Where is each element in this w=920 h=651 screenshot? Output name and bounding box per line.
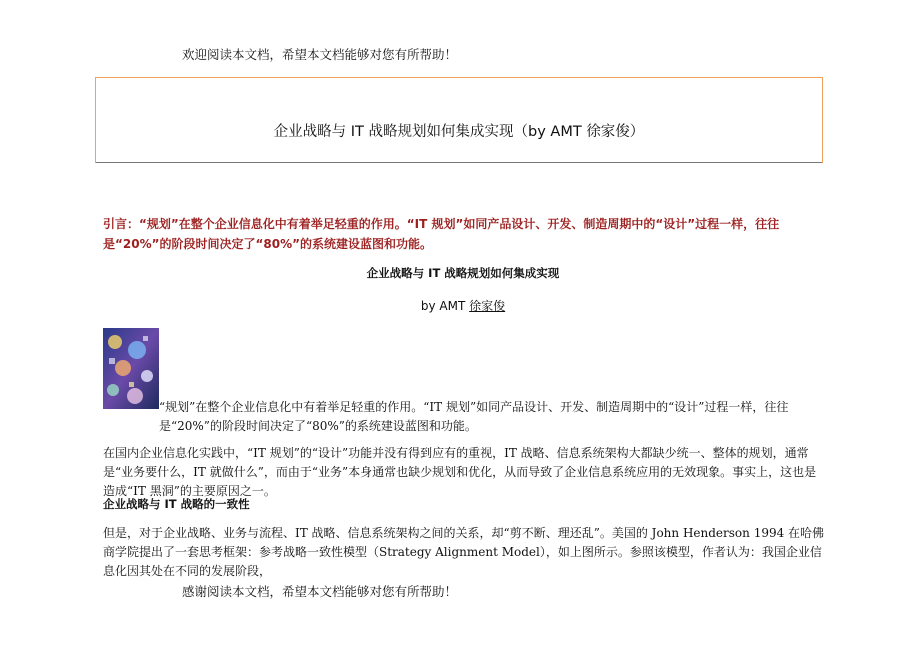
article-subtitle: 企业战略与 IT 战略规划如何集成实现 xyxy=(366,266,560,280)
footer-note: 感谢阅读本文档，希望本文档能够对您有所帮助！ xyxy=(182,584,458,599)
paragraph-1 xyxy=(103,398,828,436)
header-note: 欢迎阅读本文档，希望本文档能够对您有所帮助！ xyxy=(182,47,458,62)
paragraph-2: 在国内企业信息化实践中，“IT 规划”的“设计”功能并没有得到应有的重视，IT 战略、信息系统架构大都缺少统一、整体的规划，通常是“业务要什么，IT 就做什么”，而由于“业务”本身通常也缺少规划和优化，从而导致了企业信息系统应用的无效现象。事实上，这也是造成“IT 黑洞”的主要原因之一。 xyxy=(103,446,817,498)
paragraph-3: 但是，对于企业战略、业务与流程、IT 战略、信息系统架构之间的关系，却“剪不断、理还乱”。美国的 John Henderson 1994 在哈佛商学院提出了一套思考框架：参考战略一致性模型（Strategy Alignment Model），如上图所示。参照该模型，作者认为：我国企业信息化因其处在不同的发展阶段， xyxy=(103,526,825,578)
intro-text: 引言：“规划”在整个企业信息化中有着举足轻重的作用。“IT 规划”如同产品设计、开发、制造周期中的“设计”过程一样，往往是“20%”的阶段时间决定了“80%”的系统建设蓝图和功能。 xyxy=(103,217,780,251)
author-link[interactable]: 徐家俊 xyxy=(469,299,506,313)
byline xyxy=(103,297,823,314)
page-title: 企业战略与 IT 战略规划如何集成实现（by AMT 徐家俊） xyxy=(273,124,645,140)
divider xyxy=(96,162,822,163)
section-heading: 企业战略与 IT 战略的一致性 xyxy=(103,497,250,511)
byline-prefix: by AMT xyxy=(420,299,466,313)
title-box xyxy=(95,77,823,163)
city-lights-photo-icon xyxy=(103,328,159,409)
paragraph-1-text: “规划”在整个企业信息化中有着举足轻重的作用。“IT 规划”如同产品设计、开发、制造周期中的“设计”过程一样，往往是“20%”的阶段时间决定了“80%”的系统建设蓝图和功能。 xyxy=(159,400,789,433)
